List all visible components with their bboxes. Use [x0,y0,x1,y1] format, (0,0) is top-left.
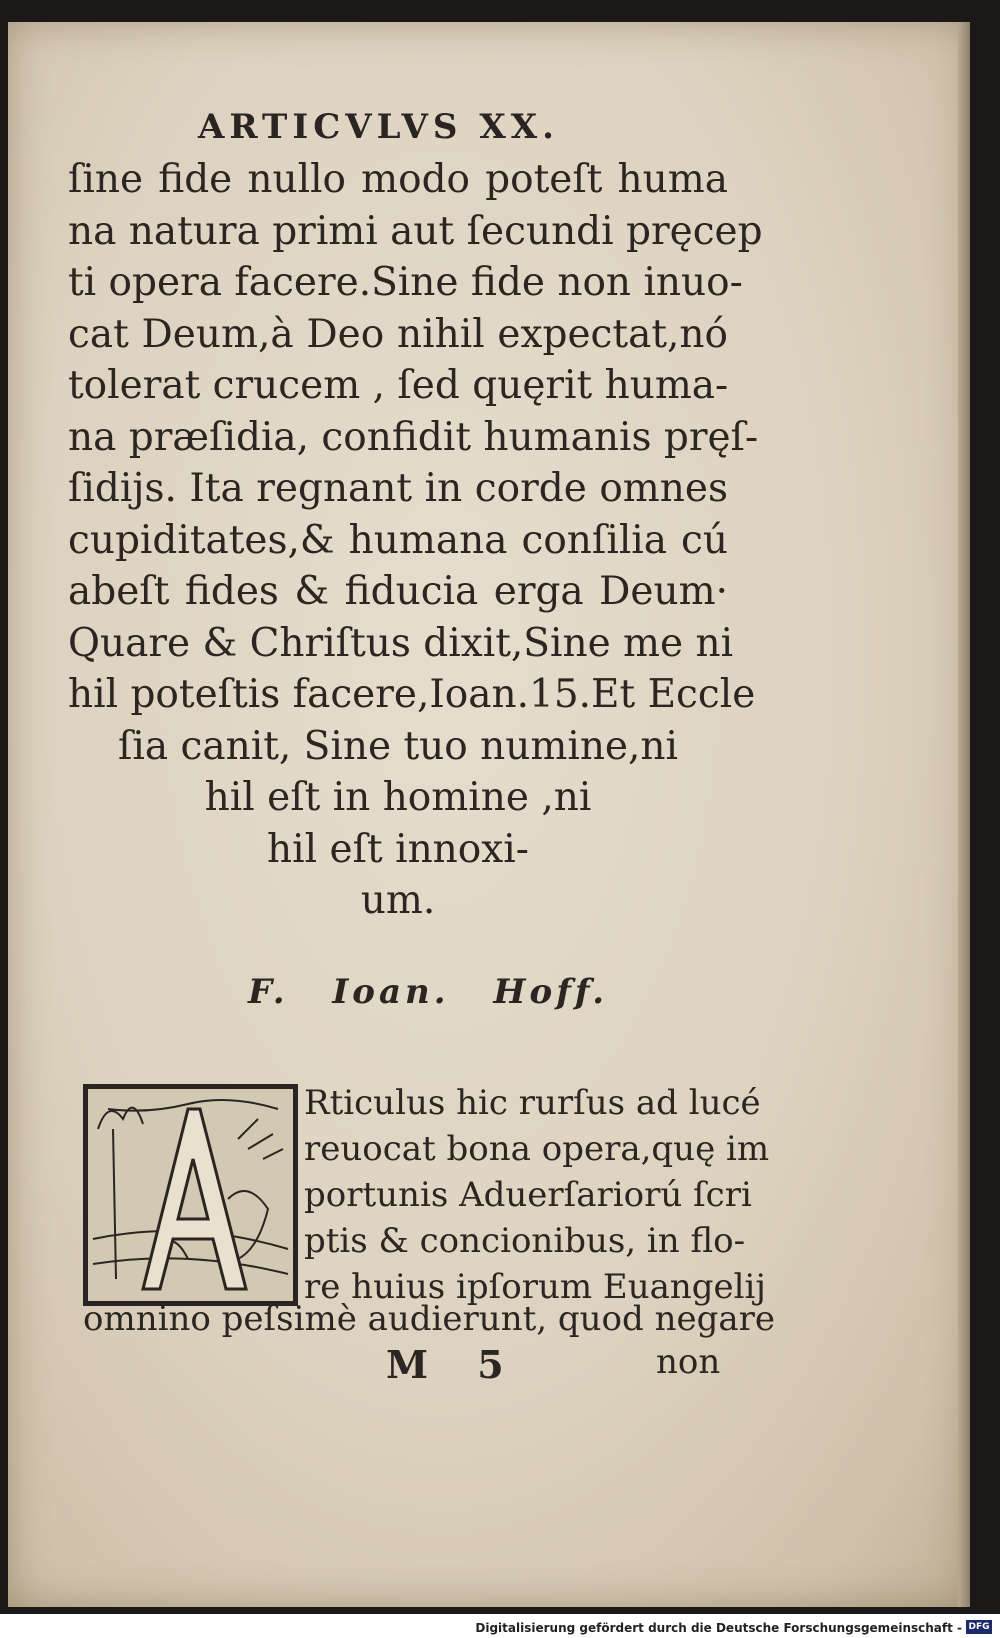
text-line: hil eſt innoxi- [267,826,529,872]
text-line: ptis & concionibus, in flo- [304,1221,746,1261]
book-page [8,22,970,1607]
text-line: na natura primi aut ſecundi pręcep [68,208,763,254]
text-line: hil eſt in homine ,ni [204,775,592,820]
text-line: re huius ipſorum Euangelij [304,1267,766,1307]
text-line: ſidijs. Ita regnant in corde omnes [68,466,728,511]
text-line: Rticulus hic rurſus ad lucé [304,1083,761,1123]
printer-signature-mark: M 5 [386,1342,522,1387]
text-line: hil poteſtis facere,Ioan.15.Et Eccle [68,672,756,717]
woodcut-initial-icon [88,1089,293,1301]
text-line: ſine fide nullo modo poteſt huma [68,157,728,202]
text-line: omnino peſsimè audierunt, quod negare [83,1299,776,1339]
text-line: ſia canit, Sine tuo numine,ni [117,723,679,769]
text-line: um. [360,878,436,923]
text-line: tolerat crucem , ſed quęrit huma- [68,363,729,408]
decorated-initial [83,1084,298,1306]
running-header: ARTICVLVS XX. [198,107,559,147]
text-line: na præſidia, confidit humanis pręſ- [68,414,759,460]
text-line: portunis Aduerſariorú ſcri [304,1175,752,1215]
second-paragraph [304,1080,770,1310]
dfg-logo: DFG [966,1620,992,1634]
footer-bar [0,1614,1000,1638]
text-line: cat Deum,à Deo nihil expectat,nó [68,311,728,357]
main-text [68,154,763,927]
text-line: Quare & Chriſtus dixit,Sine me ni [68,620,734,666]
text-line: abeſt fides & fiducia erga Deum· [68,569,728,614]
catchword: non [656,1342,721,1382]
text-line: reuocat bona opera,quę im [304,1129,770,1169]
text-line: ti opera facere.Sine fide non inuo- [68,260,743,305]
text-line: cupiditates,& humana conſilia cú [68,517,728,563]
funding-note: Digitalisierung gefördert durch die Deutsche Forschungsgemeinschaft - [475,1621,962,1635]
author-signature: F. Ioan. Hoff. [248,972,609,1012]
page-edge [958,22,970,1607]
